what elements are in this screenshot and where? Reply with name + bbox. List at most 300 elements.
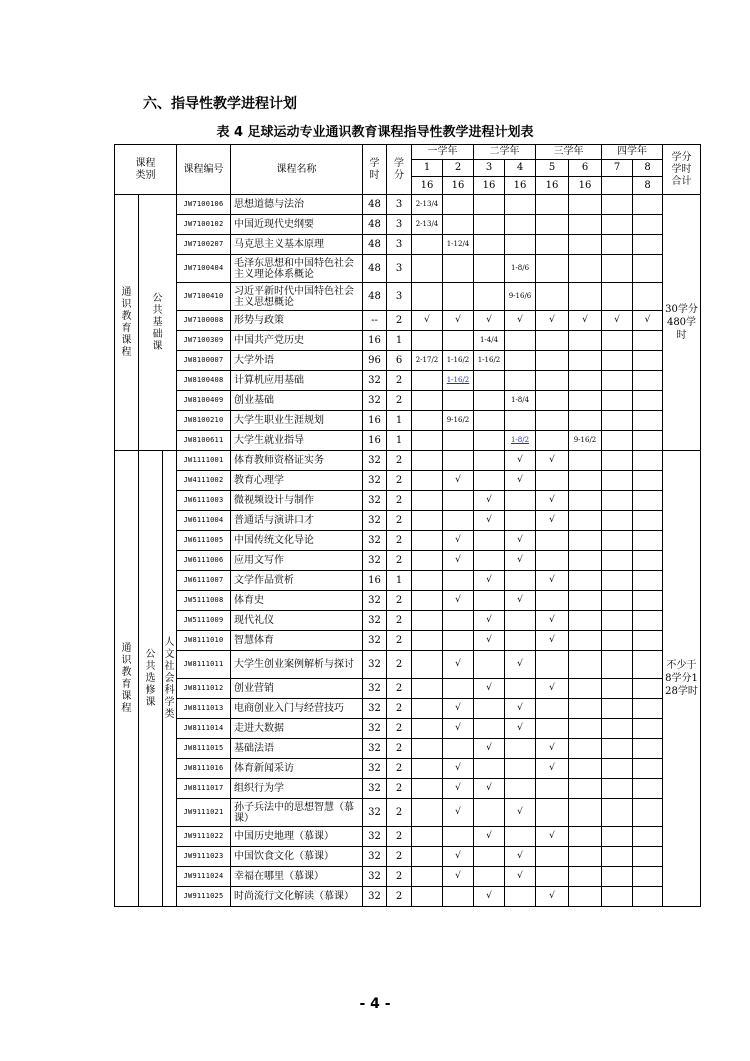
semester-cell — [536, 371, 569, 391]
semester-cell — [412, 719, 443, 739]
course-credit: 2 — [387, 887, 412, 907]
course-credit: 3 — [387, 283, 412, 311]
table-row — [115, 571, 701, 591]
course-hours: 32 — [363, 471, 387, 491]
weeks-header: 16 — [569, 177, 602, 195]
check-mark: √ — [443, 651, 474, 679]
check-mark: √ — [443, 699, 474, 719]
table-row — [115, 847, 701, 867]
check-mark: √ — [536, 451, 569, 471]
course-name: 文学作品赏析 — [231, 571, 363, 591]
semester-cell — [412, 471, 443, 491]
subsubcategory-label: 人文社会科学类 — [164, 636, 175, 720]
course-hours: 96 — [363, 351, 387, 371]
check-mark: √ — [505, 531, 536, 551]
semester-cell — [412, 867, 443, 887]
semester-cell — [474, 591, 505, 611]
course-name: 组织行为学 — [231, 779, 363, 799]
course-credit: 1 — [387, 431, 412, 451]
semester-cell — [505, 827, 536, 847]
credit-hours-total: 不少于8学分128学时 — [663, 451, 701, 907]
course-credit: 2 — [387, 651, 412, 679]
course-name: 大学生就业指导 — [231, 431, 363, 451]
semester-cell — [443, 391, 474, 411]
semester-cell — [474, 451, 505, 471]
semester-cell — [569, 491, 602, 511]
semester-cell — [633, 471, 663, 491]
course-credit: 2 — [387, 611, 412, 631]
semester-cell — [474, 431, 505, 451]
check-mark: √ — [569, 311, 602, 331]
check-mark: √ — [443, 779, 474, 799]
semester-cell — [569, 591, 602, 611]
semester-cell — [602, 799, 633, 827]
semester-cell — [569, 511, 602, 531]
semester-cell — [536, 215, 569, 235]
table-row — [115, 471, 701, 491]
course-code: JW9111024 — [177, 867, 231, 887]
check-mark: √ — [474, 511, 505, 531]
semester-cell — [505, 195, 536, 215]
check-mark: √ — [602, 311, 633, 331]
course-name: 应用文写作 — [231, 551, 363, 571]
course-code: JW8111012 — [177, 679, 231, 699]
table-row — [115, 215, 701, 235]
course-name: 体育新闻采访 — [231, 759, 363, 779]
course-code: JW5111009 — [177, 611, 231, 631]
semester-cell: 1-4/4 — [474, 331, 505, 351]
semester-header: 3 — [474, 160, 505, 177]
check-mark: √ — [474, 631, 505, 651]
course-code: JW8100210 — [177, 411, 231, 431]
course-credit: 3 — [387, 195, 412, 215]
course-hours: 32 — [363, 551, 387, 571]
course-hours: 32 — [363, 827, 387, 847]
subcategory-label: 公共选修课 — [145, 648, 156, 708]
semester-cell — [569, 371, 602, 391]
check-mark: √ — [536, 887, 569, 907]
subcategory-label: 公共基础课 — [152, 292, 163, 352]
course-code: JW9111022 — [177, 827, 231, 847]
semester-cell — [474, 255, 505, 283]
semester-cell — [412, 331, 443, 351]
table-row — [115, 611, 701, 631]
course-name: 电商创业入门与经营技巧 — [231, 699, 363, 719]
semester-cell: 9-16/6 — [505, 283, 536, 311]
course-credit: 2 — [387, 311, 412, 331]
course-code: JW7100207 — [177, 235, 231, 255]
semester-cell — [569, 867, 602, 887]
check-mark: √ — [443, 759, 474, 779]
semester-cell — [602, 195, 633, 215]
course-hours: 32 — [363, 847, 387, 867]
course-code: JW8111014 — [177, 719, 231, 739]
semester-cell — [536, 255, 569, 283]
semester-cell — [569, 847, 602, 867]
check-mark: √ — [412, 311, 443, 331]
semester-cell — [602, 331, 633, 351]
semester-cell — [505, 611, 536, 631]
semester-cell — [412, 451, 443, 471]
course-credit: 1 — [387, 571, 412, 591]
course-name: 创业营销 — [231, 679, 363, 699]
semester-cell: 9-16/2 — [569, 431, 602, 451]
semester-cell — [536, 847, 569, 867]
check-mark: √ — [474, 571, 505, 591]
semester-cell — [412, 651, 443, 679]
code-header: 课程编号 — [177, 145, 231, 195]
semester-cell — [602, 351, 633, 371]
course-credit: 2 — [387, 759, 412, 779]
semester-cell — [602, 411, 633, 431]
semester-cell — [505, 571, 536, 591]
semester-cell — [633, 283, 663, 311]
semester-cell — [602, 699, 633, 719]
course-name: 大学生职业生涯规划 — [231, 411, 363, 431]
check-mark: √ — [536, 827, 569, 847]
year-header-3: 三学年 — [536, 145, 602, 160]
weeks-header: 16 — [412, 177, 443, 195]
semester-cell — [474, 799, 505, 827]
course-code: JW8111010 — [177, 631, 231, 651]
semester-cell — [412, 431, 443, 451]
semester-cell — [602, 679, 633, 699]
semester-cell — [602, 759, 633, 779]
credit-hours-total: 30学分480学时 — [663, 195, 701, 451]
semester-cell — [536, 651, 569, 679]
semester-cell — [633, 631, 663, 651]
semester-cell — [412, 887, 443, 907]
semester-cell — [536, 591, 569, 611]
course-code: JW9111021 — [177, 799, 231, 827]
course-code: JW5111008 — [177, 591, 231, 611]
course-hours: 32 — [363, 631, 387, 651]
course-code: JW7100008 — [177, 311, 231, 331]
table-row — [115, 391, 701, 411]
course-code: JW8100408 — [177, 371, 231, 391]
semester-cell — [569, 235, 602, 255]
semester-cell — [633, 571, 663, 591]
semester-header: 5 — [536, 160, 569, 177]
semester-cell — [633, 827, 663, 847]
semester-cell — [505, 331, 536, 351]
semester-cell — [602, 531, 633, 551]
semester-cell — [536, 195, 569, 215]
check-mark: √ — [474, 679, 505, 699]
course-code: JW6111003 — [177, 491, 231, 511]
course-name: 大学外语 — [231, 351, 363, 371]
semester-cell — [633, 651, 663, 679]
header-row-years — [115, 145, 701, 160]
semester-cell — [474, 847, 505, 867]
check-mark: √ — [633, 311, 663, 331]
course-code: JW7100106 — [177, 195, 231, 215]
course-credit: 2 — [387, 371, 412, 391]
table-row — [115, 699, 701, 719]
course-hours: 32 — [363, 867, 387, 887]
course-name: 创业基础 — [231, 391, 363, 411]
semester-cell — [474, 283, 505, 311]
semester-cell — [412, 611, 443, 631]
course-hours: 32 — [363, 531, 387, 551]
semester-cell — [412, 283, 443, 311]
semester-cell — [633, 551, 663, 571]
semester-cell — [443, 255, 474, 283]
course-hours: 16 — [363, 431, 387, 451]
table-row — [115, 283, 701, 311]
semester-cell — [536, 351, 569, 371]
semester-cell — [569, 631, 602, 651]
semester-cell — [412, 779, 443, 799]
semester-cell: 1-16/2 — [443, 351, 474, 371]
semester-cell — [536, 235, 569, 255]
check-mark: √ — [443, 311, 474, 331]
course-credit: 2 — [387, 491, 412, 511]
subcategory-cell — [139, 451, 163, 907]
course-credit: 2 — [387, 699, 412, 719]
course-credit: 2 — [387, 531, 412, 551]
credit-header: 学分 — [387, 145, 412, 195]
check-mark: √ — [443, 867, 474, 887]
check-mark: √ — [443, 799, 474, 827]
course-code: JW8100409 — [177, 391, 231, 411]
course-hours: 32 — [363, 719, 387, 739]
semester-cell — [443, 887, 474, 907]
semester-cell — [633, 255, 663, 283]
course-code: JW8111016 — [177, 759, 231, 779]
course-name: 微视频设计与制作 — [231, 491, 363, 511]
weeks-header: 16 — [536, 177, 569, 195]
table-row — [115, 431, 701, 451]
semester-cell — [412, 827, 443, 847]
course-code: JW6111007 — [177, 571, 231, 591]
course-name: 体育教师资格证实务 — [231, 451, 363, 471]
check-mark: √ — [536, 571, 569, 591]
course-name: 教育心理学 — [231, 471, 363, 491]
semester-cell — [569, 215, 602, 235]
semester-cell — [412, 371, 443, 391]
course-name: 中国饮食文化（慕课） — [231, 847, 363, 867]
semester-cell — [505, 739, 536, 759]
check-mark: √ — [505, 311, 536, 331]
check-mark: √ — [443, 551, 474, 571]
semester-cell — [569, 471, 602, 491]
course-hours: 32 — [363, 739, 387, 759]
course-credit: 2 — [387, 739, 412, 759]
semester-cell — [443, 491, 474, 511]
semester-cell — [569, 351, 602, 371]
semester-cell — [602, 779, 633, 799]
course-hours: 48 — [363, 215, 387, 235]
semester-cell — [505, 679, 536, 699]
check-mark: √ — [505, 471, 536, 491]
semester-cell — [412, 799, 443, 827]
course-name: 基础法语 — [231, 739, 363, 759]
course-credit: 2 — [387, 631, 412, 651]
semester-cell — [633, 511, 663, 531]
course-hours: 32 — [363, 511, 387, 531]
semester-cell — [412, 631, 443, 651]
check-mark: √ — [536, 739, 569, 759]
semester-cell — [443, 451, 474, 471]
semester-cell — [569, 255, 602, 283]
course-code: JW9111023 — [177, 847, 231, 867]
course-code: JW9111025 — [177, 887, 231, 907]
course-hours: 32 — [363, 759, 387, 779]
semester-cell — [602, 867, 633, 887]
check-mark: √ — [536, 679, 569, 699]
semester-cell — [633, 491, 663, 511]
semester-cell — [443, 739, 474, 759]
semester-cell — [569, 331, 602, 351]
table-row — [115, 779, 701, 799]
course-name: 体育史 — [231, 591, 363, 611]
semester-cell — [633, 847, 663, 867]
semester-cell — [633, 451, 663, 471]
course-credit: 2 — [387, 511, 412, 531]
course-hours: 32 — [363, 779, 387, 799]
name-header: 课程名称 — [231, 145, 363, 195]
check-mark: √ — [536, 511, 569, 531]
page-number: - 4 - — [359, 996, 391, 1012]
semester-cell — [505, 759, 536, 779]
course-name: 思想道德与法治 — [231, 195, 363, 215]
year-header-1: 一学年 — [412, 145, 474, 160]
check-mark: √ — [505, 591, 536, 611]
course-hours: 32 — [363, 371, 387, 391]
semester-cell — [569, 391, 602, 411]
semester-cell — [602, 551, 633, 571]
course-code: JW4111002 — [177, 471, 231, 491]
semester-cell — [633, 739, 663, 759]
semester-cell — [443, 511, 474, 531]
semester-cell — [474, 215, 505, 235]
course-name: 毛泽东思想和中国特色社会主义理论体系概论 — [231, 255, 363, 283]
semester-cell — [602, 511, 633, 531]
check-mark: √ — [474, 311, 505, 331]
semester-cell — [443, 195, 474, 215]
table-row — [115, 195, 701, 215]
schedule-table — [114, 144, 701, 907]
semester-cell — [633, 679, 663, 699]
semester-cell — [505, 411, 536, 431]
semester-cell — [602, 631, 633, 651]
semester-cell: 2-17/2 — [412, 351, 443, 371]
check-mark: √ — [474, 611, 505, 631]
semester-cell — [602, 451, 633, 471]
semester-cell: 1-12/4 — [443, 235, 474, 255]
semester-cell — [443, 827, 474, 847]
semester-header: 2 — [443, 160, 474, 177]
semester-cell — [569, 719, 602, 739]
semester-header: 6 — [569, 160, 602, 177]
semester-cell — [536, 699, 569, 719]
hours-header: 学时 — [363, 145, 387, 195]
check-mark: √ — [474, 887, 505, 907]
semester-cell — [412, 847, 443, 867]
course-code: JW8100611 — [177, 431, 231, 451]
semester-cell — [412, 591, 443, 611]
course-credit: 2 — [387, 679, 412, 699]
weeks-header: 16 — [443, 177, 474, 195]
semester-cell — [505, 215, 536, 235]
course-code: JW6111006 — [177, 551, 231, 571]
course-hours: 48 — [363, 195, 387, 215]
semester-cell — [569, 651, 602, 679]
course-code: JW8111013 — [177, 699, 231, 719]
course-name: 习近平新时代中国特色社会主义思想概论 — [231, 283, 363, 311]
semester-cell — [505, 491, 536, 511]
course-credit: 2 — [387, 827, 412, 847]
section-title: 六、指导性教学进程计划 — [143, 96, 297, 112]
semester-cell — [536, 551, 569, 571]
check-mark: √ — [443, 591, 474, 611]
semester-cell — [474, 651, 505, 679]
course-hours: 32 — [363, 799, 387, 827]
semester-header: 4 — [505, 160, 536, 177]
table-row — [115, 679, 701, 699]
table-row — [115, 631, 701, 651]
semester-cell — [443, 571, 474, 591]
check-mark: √ — [505, 799, 536, 827]
table-row — [115, 451, 701, 471]
course-name: 孙子兵法中的思想智慧（慕课） — [231, 799, 363, 827]
semester-cell — [474, 531, 505, 551]
course-hours: 32 — [363, 699, 387, 719]
check-mark: √ — [474, 491, 505, 511]
semester-cell — [633, 391, 663, 411]
course-credit: 1 — [387, 331, 412, 351]
course-name: 智慧体育 — [231, 631, 363, 651]
check-mark: √ — [505, 699, 536, 719]
check-mark: √ — [443, 471, 474, 491]
semester-cell — [474, 391, 505, 411]
course-code: JW7100309 — [177, 331, 231, 351]
semester-cell — [412, 391, 443, 411]
year-header-4: 四学年 — [602, 145, 663, 160]
check-mark: √ — [443, 847, 474, 867]
semester-cell — [474, 719, 505, 739]
course-hours: 32 — [363, 451, 387, 471]
semester-cell — [569, 739, 602, 759]
semester-cell — [536, 799, 569, 827]
semester-cell — [474, 411, 505, 431]
course-hours: 16 — [363, 411, 387, 431]
semester-cell — [505, 351, 536, 371]
semester-cell: 1-8/4 — [505, 391, 536, 411]
semester-cell — [536, 331, 569, 351]
semester-cell — [474, 699, 505, 719]
check-mark: √ — [505, 551, 536, 571]
semester-cell — [602, 571, 633, 591]
semester-cell — [569, 779, 602, 799]
semester-cell — [633, 331, 663, 351]
category-cell — [115, 195, 139, 451]
semester-cell — [443, 631, 474, 651]
semester-cell — [443, 331, 474, 351]
course-hours: 32 — [363, 591, 387, 611]
course-credit: 2 — [387, 867, 412, 887]
semester-cell — [505, 631, 536, 651]
course-hours: 32 — [363, 679, 387, 699]
semester-cell — [569, 799, 602, 827]
course-credit: 2 — [387, 391, 412, 411]
check-mark: √ — [536, 311, 569, 331]
course-credit: 3 — [387, 215, 412, 235]
semester-cell — [569, 531, 602, 551]
table-row — [115, 511, 701, 531]
semester-cell — [602, 431, 633, 451]
